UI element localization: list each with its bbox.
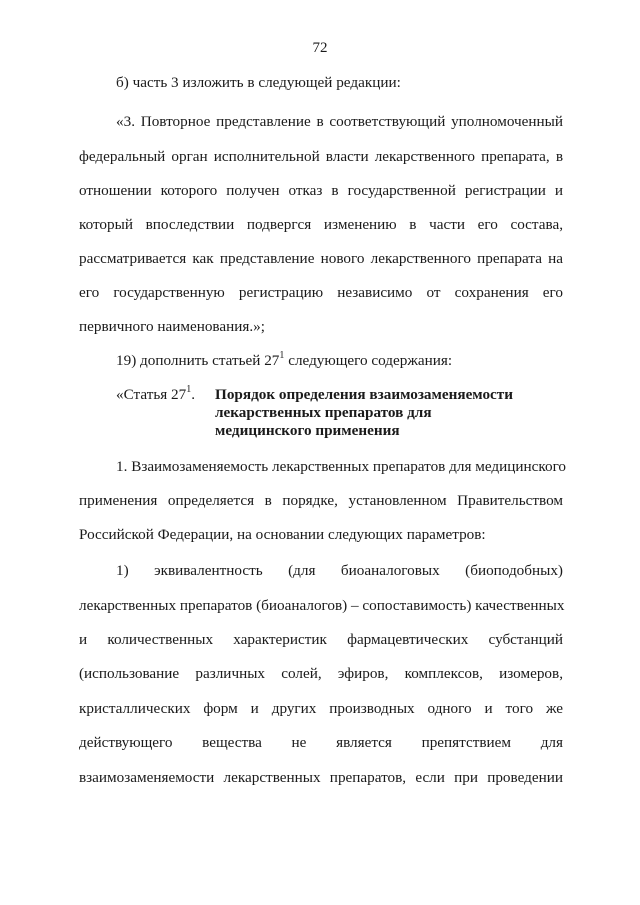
text-line: взаимозаменяемости лекарственных препаратов, если при проведении xyxy=(79,769,563,786)
text-line: применения определяется в порядке, установленном Правительством xyxy=(79,492,563,509)
amendment-intro: б) часть 3 изложить в следующей редакции: xyxy=(116,74,401,91)
text-line: (использование различных солей, эфиров, комплексов, изомеров, xyxy=(79,665,563,682)
text-line: 1. Взаимозаменяемость лекарственных препаратов для медицинского xyxy=(116,458,567,475)
text-line: 1) эквивалентность (для биоаналоговых (биоподобных) xyxy=(116,562,563,579)
item-19-text: 19) дополнить статьей 27 xyxy=(116,352,280,369)
article-title xyxy=(215,386,513,440)
item-19-text-end: следующего содержания: xyxy=(284,352,453,369)
text-line: федеральный орган исполнительной власти лекарственного препарата, в xyxy=(79,148,563,165)
text-line: лекарственных препаратов (биоаналогов) – сопоставимость) качественных xyxy=(79,597,565,614)
superscript: 1 xyxy=(279,349,285,361)
article-label xyxy=(116,383,196,404)
text-line: рассматривается как представление нового лекарственного препарата на xyxy=(79,250,563,267)
article-title-line: Порядок определения взаимозаменяемости xyxy=(215,386,513,403)
item-19 xyxy=(116,349,563,370)
article-label-text: «Статья 27 xyxy=(116,386,187,403)
text-line: который впоследствии подвергся изменению в части его состава, xyxy=(79,216,563,233)
text-line: первичного наименования.»; xyxy=(79,318,265,335)
text-line: кристаллических форм и других производных одного и того же xyxy=(79,700,563,717)
text-line: и количественных характеристик фармацевтических субстанций xyxy=(79,631,563,648)
text-line: отношении которого получен отказ в государственной регистрации и xyxy=(79,182,563,199)
article-title-line: лекарственных препаратов для xyxy=(215,404,432,421)
article-heading xyxy=(116,383,563,442)
article-label-dot: . xyxy=(191,386,196,403)
page-number: 72 xyxy=(312,40,328,56)
superscript: 1 xyxy=(186,383,192,395)
text-line: его государственную регистрацию независимо от сохранения его xyxy=(79,284,563,301)
article-title-line: медицинского применения xyxy=(215,422,400,439)
text-line: действующего вещества не является препятствием для xyxy=(79,734,563,751)
text-line: Российской Федерации, на основании следующих параметров: xyxy=(79,526,486,543)
text-line: «3. Повторное представление в соответствующий уполномоченный xyxy=(116,113,563,130)
